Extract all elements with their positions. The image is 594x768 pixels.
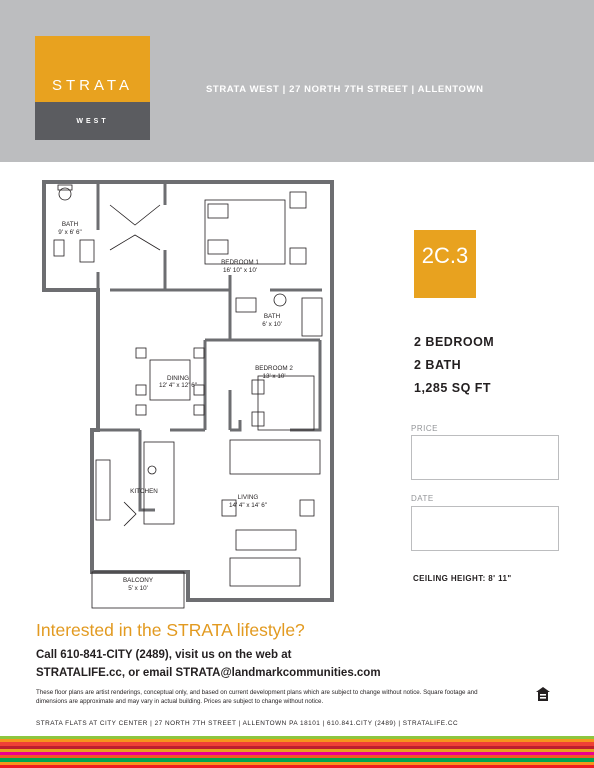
sqft-spec: 1,285 SQ FT xyxy=(414,381,492,395)
bedrooms-spec: 2 BEDROOM xyxy=(414,335,495,349)
contact-line-1: Call 610-841-CITY (2489), visit us on the web at xyxy=(36,649,292,661)
room-balcony-dims: 5' x 10' xyxy=(128,585,148,592)
room-bedroom-1-name: BEDROOM 1 xyxy=(221,259,259,266)
header-address: STRATA WEST | 27 NORTH 7TH STREET | ALLENTOWN xyxy=(206,84,484,95)
date-field[interactable] xyxy=(411,506,559,551)
strata-logo xyxy=(35,36,150,140)
contact-line-2: STRATALIFE.cc, or email STRATA@landmarkcommunities.com xyxy=(36,667,381,679)
room-balcony-name: BALCONY xyxy=(122,577,154,584)
disclaimer-text: These floor plans are artist renderings, conceptual only, and based on current development plans which are subject to change without notice. Square footage and dimensions are approximate and may vary in actual building. Prices are subject to change without notice. xyxy=(36,689,478,705)
room-dining-name: DINING xyxy=(166,375,190,382)
room-bath-2-name: BATH xyxy=(263,313,281,320)
equal-housing-icon xyxy=(535,686,551,702)
room-bedroom-1-dims: 16' 10" x 10' xyxy=(222,267,258,274)
room-dining-dims: 12' 4" x 12' 6" xyxy=(158,382,198,389)
logo-orange-block xyxy=(35,36,150,102)
ceiling-height: CEILING HEIGHT: 8' 11" xyxy=(413,574,512,583)
page-header xyxy=(0,0,594,162)
room-bath-1-dims: 9' x 6' 6" xyxy=(58,229,82,236)
room-living-dims: 14' 4" x 14' 6" xyxy=(228,502,268,509)
color-stripe xyxy=(0,765,594,768)
price-field[interactable] xyxy=(411,435,559,480)
color-stripes xyxy=(0,736,594,768)
room-bedroom-2-dims: 13' x 10' xyxy=(262,373,286,380)
room-bath-2-dims: 6' x 10' xyxy=(262,321,282,328)
room-bath-1-name: BATH xyxy=(61,221,79,228)
room-bedroom-2-name: BEDROOM 2 xyxy=(255,365,293,372)
baths-spec: 2 BATH xyxy=(414,358,462,372)
room-kitchen-name: KITCHEN xyxy=(130,488,158,495)
room-living-name: LIVING xyxy=(237,494,259,501)
unit-code-badge: 2C.3 xyxy=(414,230,476,298)
floor-plan xyxy=(40,180,340,610)
logo-brand-name: STRATA xyxy=(52,77,133,94)
date-label: DATE xyxy=(411,494,434,503)
interest-headline: Interested in the STRATA lifestyle? xyxy=(36,620,305,640)
footer-address-line: STRATA FLATS AT CITY CENTER | 27 NORTH 7TH STREET | ALLENTOWN PA 18101 | 610.841.CITY (2489) | STRATALIFE.CC xyxy=(36,720,459,727)
logo-brand-sub: WEST xyxy=(76,118,109,125)
price-label: PRICE xyxy=(411,424,438,433)
